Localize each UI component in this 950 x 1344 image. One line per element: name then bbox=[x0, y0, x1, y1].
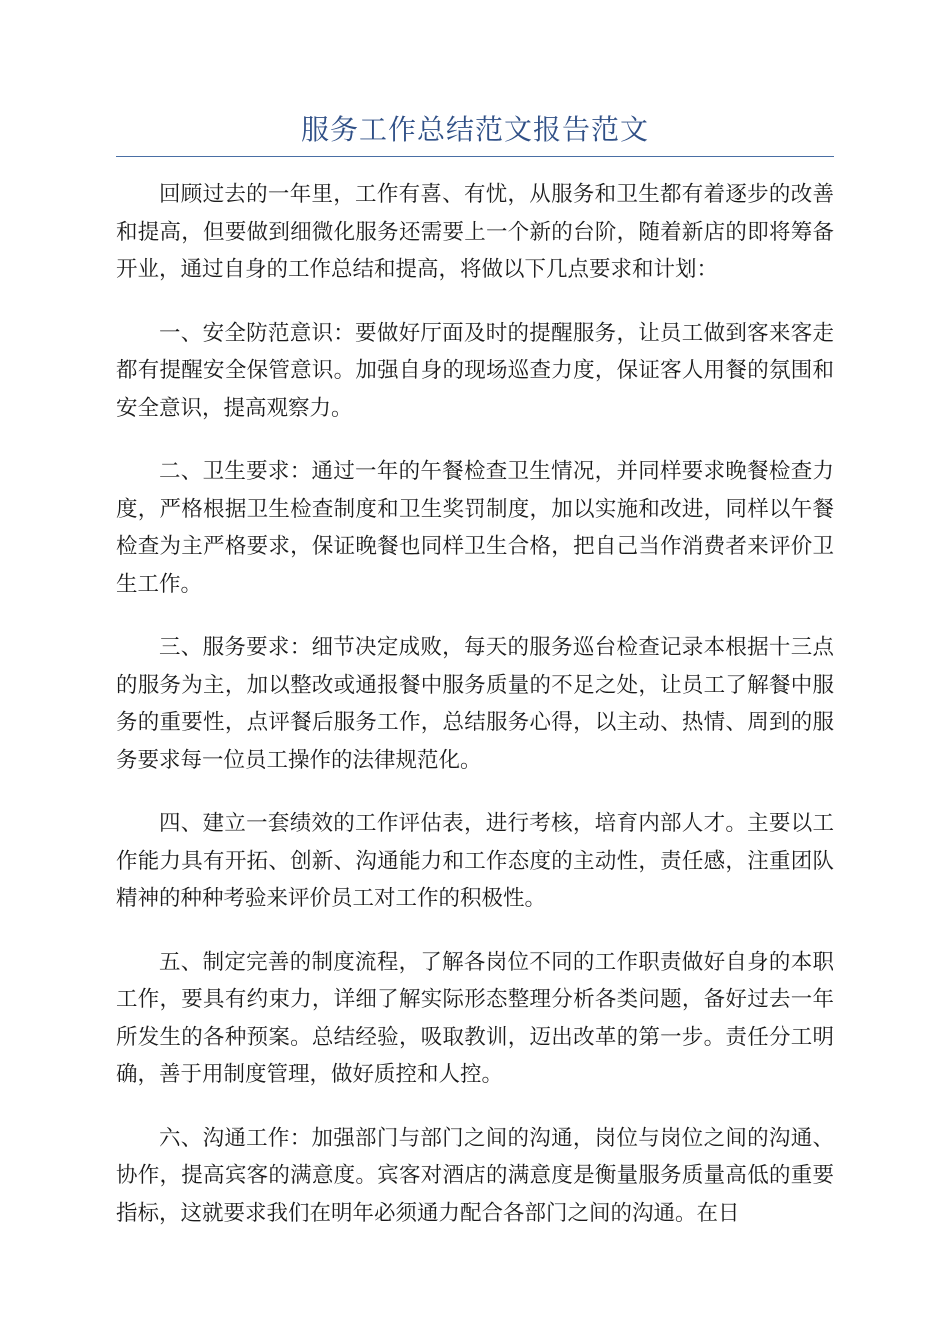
paragraph-safety: 一、安全防范意识：要做好厅面及时的提醒服务，让员工做到客来客走都有提醒安全保管意识。加强自身的现场巡查力度，保证客人用餐的氛围和安全意识，提高观察力。 bbox=[116, 320, 834, 421]
paragraph-evaluation: 四、建立一套绩效的工作评估表，进行考核，培育内部人才。主要以工作能力具有开拓、创新、沟通能力和工作态度的主动性，责任感，注重团队精神的种种考验来评价员工对工作的积极性。 bbox=[116, 811, 834, 911]
document-title: 服务工作总结范文报告范文 bbox=[300, 113, 649, 146]
title-block bbox=[116, 104, 834, 157]
paragraph-intro: 回顾过去的一年里，工作有喜、有忧，从服务和卫生都有着逐步的改善和提高，但要做到细微化服务还需要上一个新的台阶，随着新店的即将筹备开业，通过自身的工作总结和提高，将做以下几点要求和计划： bbox=[116, 182, 834, 282]
paragraph-hygiene: 二、卫生要求：通过一年的午餐检查卫生情况，并同样要求晚餐检查力度，严格根据卫生检查制度和卫生奖罚制度，加以实施和改进，同样以午餐检查为主严格要求，保证晚餐也同样卫生合格，把自己当作消费者来评价卫生工作。 bbox=[116, 459, 834, 597]
paragraph-service: 三、服务要求：细节决定成败，每天的服务巡台检查记录本根据十三点的服务为主，加以整改或通报餐中服务质量的不足之处，让员工了解餐中服务的重要性，点评餐后服务工作，总结服务心得，以主动、热情、周到的服务要求每一位员工操作的法律规范化。 bbox=[116, 635, 834, 773]
document-body bbox=[116, 176, 834, 1258]
paragraph-process: 五、制定完善的制度流程，了解各岗位不同的工作职责做好自身的本职工作，要具有约束力，详细了解实际形态整理分析各类问题，备好过去一年所发生的各种预案。总结经验，吸取教训，迈出改革的第一步。责任分工明确，善于用制度管理，做好质控和人控。 bbox=[116, 949, 834, 1087]
paragraph-communication: 六、沟通工作：加强部门与部门之间的沟通，岗位与岗位之间的沟通、协作，提高宾客的满意度。宾客对酒店的满意度是衡量服务质量高低的重要指标，这就要求我们在明年必须通力配合各部门之间的沟通。在日 bbox=[116, 1125, 834, 1226]
